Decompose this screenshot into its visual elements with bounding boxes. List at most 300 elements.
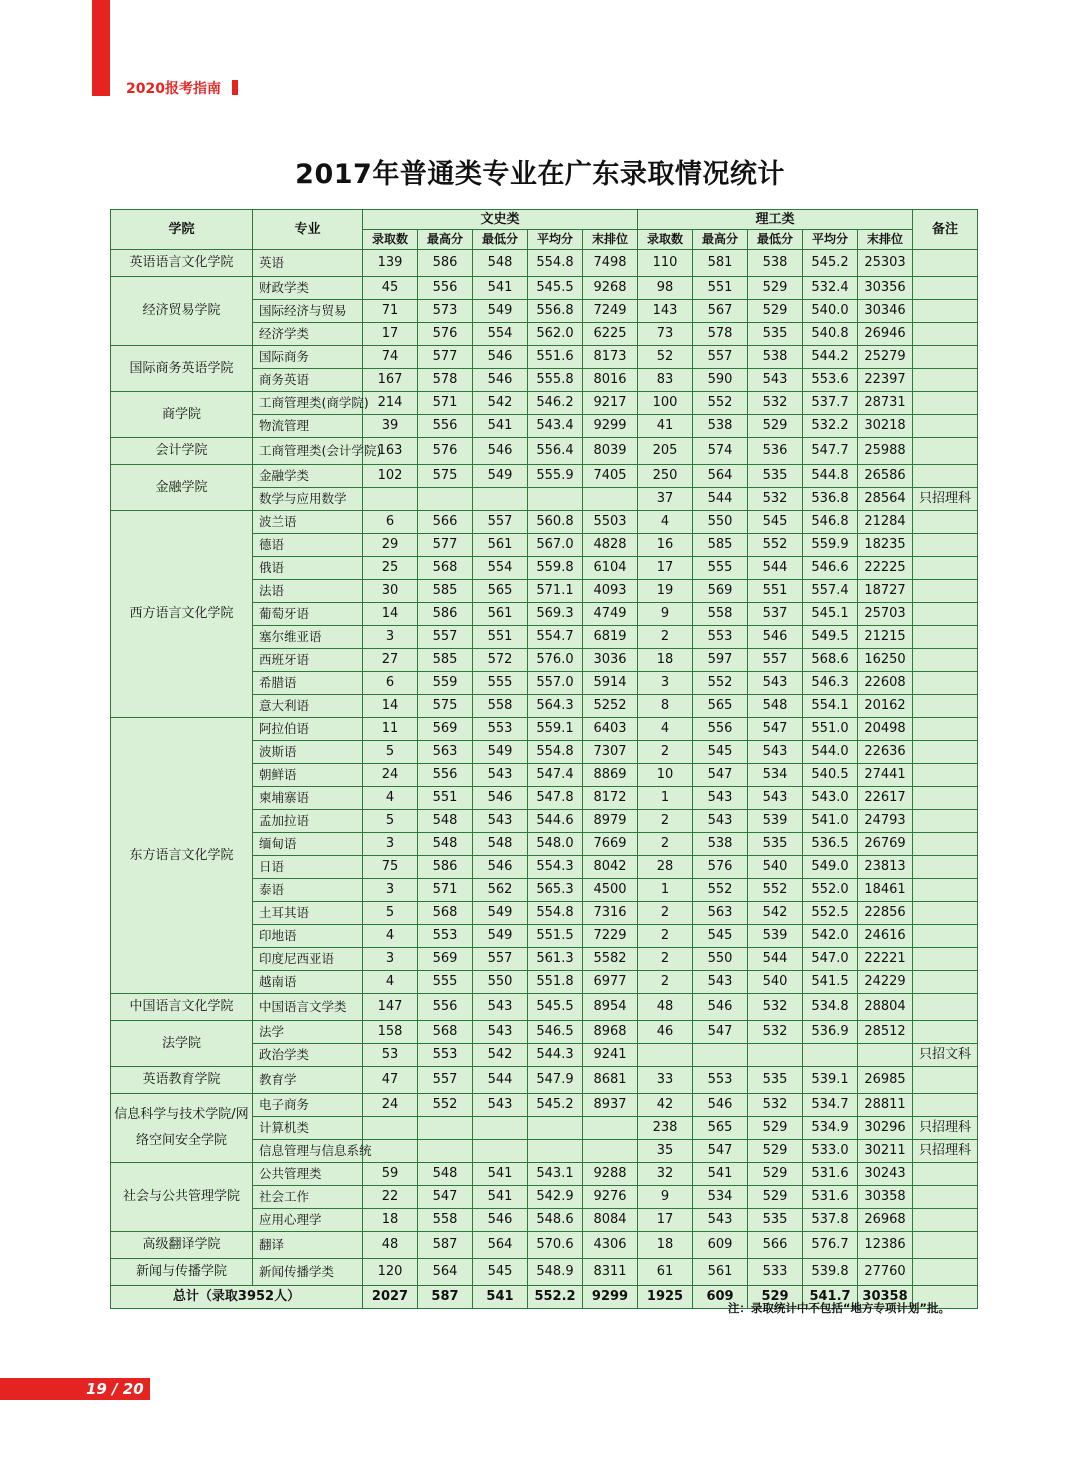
- ligong-cell: 536.8: [803, 488, 858, 511]
- wenshi-cell: 8084: [583, 1209, 638, 1232]
- wenshi-cell: 569.3: [528, 603, 583, 626]
- ligong-cell: 574: [693, 438, 748, 465]
- ligong-cell: 569: [693, 580, 748, 603]
- ligong-cell: 566: [748, 1232, 803, 1259]
- wenshi-cell: 565: [473, 580, 528, 603]
- wenshi-cell: 585: [418, 580, 473, 603]
- ligong-cell: 61: [638, 1259, 693, 1286]
- ligong-cell: 2: [638, 902, 693, 925]
- major-cell: 国际商务: [253, 346, 363, 369]
- ligong-cell: 26946: [858, 323, 913, 346]
- ligong-cell: 535: [748, 465, 803, 488]
- ligong-cell: 541: [693, 1163, 748, 1186]
- ligong-cell: 28804: [858, 994, 913, 1021]
- ligong-cell: 25279: [858, 346, 913, 369]
- table-row: [111, 1232, 978, 1259]
- wenshi-cell: 7405: [583, 465, 638, 488]
- ligong-cell: 19: [638, 580, 693, 603]
- wenshi-cell: 557: [418, 1067, 473, 1094]
- wenshi-cell: 541: [473, 277, 528, 300]
- wenshi-cell: 6225: [583, 323, 638, 346]
- ligong-cell: 552: [693, 672, 748, 695]
- ligong-cell: 23813: [858, 856, 913, 879]
- wenshi-cell: 545: [473, 1259, 528, 1286]
- wenshi-cell: 562: [473, 879, 528, 902]
- ligong-cell: 30218: [858, 415, 913, 438]
- ligong-cell: 28512: [858, 1021, 913, 1044]
- note-cell: [913, 879, 978, 902]
- wenshi-cell: 11: [363, 718, 418, 741]
- ligong-cell: 538: [693, 415, 748, 438]
- ligong-cell: 551: [693, 277, 748, 300]
- wenshi-cell: 546.5: [528, 1021, 583, 1044]
- ligong-cell: 110: [638, 250, 693, 277]
- ligong-cell: 552.0: [803, 879, 858, 902]
- wenshi-cell: 571: [418, 879, 473, 902]
- wenshi-cell: 3: [363, 948, 418, 971]
- wenshi-cell: 586: [418, 250, 473, 277]
- wenshi-cell: 559: [418, 672, 473, 695]
- note-cell: [913, 603, 978, 626]
- note-cell: [913, 580, 978, 603]
- ligong-cell: 35: [638, 1140, 693, 1163]
- college-cell: 高级翻译学院: [111, 1232, 253, 1259]
- wenshi-cell: 556: [418, 764, 473, 787]
- ligong-cell: 20498: [858, 718, 913, 741]
- major-cell: 财政学类: [253, 277, 363, 300]
- ligong-cell: 539.1: [803, 1067, 858, 1094]
- ligong-cell: 535: [748, 833, 803, 856]
- ligong-cell: 547: [748, 718, 803, 741]
- sub-header-cell: 最高分: [693, 230, 748, 250]
- wenshi-cell: 8954: [583, 994, 638, 1021]
- ligong-cell: 540.8: [803, 323, 858, 346]
- wenshi-cell: 59: [363, 1163, 418, 1186]
- ligong-cell: 543: [693, 787, 748, 810]
- wenshi-cell: 547.8: [528, 787, 583, 810]
- ligong-cell: 546: [693, 1094, 748, 1117]
- wenshi-cell: 4: [363, 971, 418, 994]
- table-row: [111, 718, 978, 741]
- note-cell: [913, 415, 978, 438]
- wenshi-cell: 568: [418, 557, 473, 580]
- ligong-cell: 544: [748, 948, 803, 971]
- total-wenshi-cell: 2027: [363, 1286, 418, 1309]
- ligong-cell: 24793: [858, 810, 913, 833]
- ligong-cell: 21215: [858, 626, 913, 649]
- ligong-cell: 2: [638, 833, 693, 856]
- wenshi-cell: 572: [473, 649, 528, 672]
- ligong-cell: 552.5: [803, 902, 858, 925]
- wenshi-cell: 6819: [583, 626, 638, 649]
- ligong-cell: 534: [693, 1186, 748, 1209]
- major-cell: 塞尔维亚语: [253, 626, 363, 649]
- major-cell: 工商管理类(商学院): [253, 392, 363, 415]
- ligong-cell: 545: [748, 511, 803, 534]
- ligong-cell: 539.8: [803, 1259, 858, 1286]
- ligong-cell: 18: [638, 1232, 693, 1259]
- major-cell: 国际经济与贸易: [253, 300, 363, 323]
- college-cell: 东方语言文化学院: [111, 718, 253, 994]
- ligong-cell: 27760: [858, 1259, 913, 1286]
- total-ligong-cell: 541.7: [803, 1286, 858, 1309]
- college-cell: 英语教育学院: [111, 1067, 253, 1094]
- ligong-cell: 541.0: [803, 810, 858, 833]
- admission-table: [110, 209, 978, 1309]
- page-number: 19 / 20: [86, 1380, 144, 1398]
- table-row: [111, 994, 978, 1021]
- note-cell: [913, 1186, 978, 1209]
- ligong-cell: 546: [693, 994, 748, 1021]
- ligong-cell: 26586: [858, 465, 913, 488]
- ligong-cell: 545.1: [803, 603, 858, 626]
- ligong-cell: 250: [638, 465, 693, 488]
- ligong-cell: 12386: [858, 1232, 913, 1259]
- ligong-cell: 534.9: [803, 1117, 858, 1140]
- footnote: 注：录取统计中不包括“地方专项计划”批。: [727, 1301, 950, 1315]
- wenshi-cell: 7316: [583, 902, 638, 925]
- header-wenshi: 文史类: [363, 210, 638, 230]
- ligong-cell: 22221: [858, 948, 913, 971]
- wenshi-cell: 9288: [583, 1163, 638, 1186]
- note-cell: [913, 465, 978, 488]
- wenshi-cell: 551: [418, 787, 473, 810]
- ligong-cell: 546.8: [803, 511, 858, 534]
- note-cell: [913, 1094, 978, 1117]
- ligong-cell: 2: [638, 810, 693, 833]
- ligong-cell: 532.2: [803, 415, 858, 438]
- ligong-cell: 18727: [858, 580, 913, 603]
- note-cell: [913, 1067, 978, 1094]
- ligong-cell: 544.8: [803, 465, 858, 488]
- major-cell: 泰语: [253, 879, 363, 902]
- ligong-cell: 561: [693, 1259, 748, 1286]
- wenshi-cell: 5582: [583, 948, 638, 971]
- table-row: [111, 277, 978, 300]
- total-wenshi-cell: 541: [473, 1286, 528, 1309]
- wenshi-cell: 8937: [583, 1094, 638, 1117]
- wenshi-cell: 575: [418, 465, 473, 488]
- wenshi-cell: [363, 488, 418, 511]
- table-row: [111, 1094, 978, 1117]
- ligong-cell: 534.8: [803, 994, 858, 1021]
- college-cell: 法学院: [111, 1021, 253, 1067]
- ligong-cell: 538: [748, 250, 803, 277]
- ligong-cell: 98: [638, 277, 693, 300]
- note-cell: [913, 672, 978, 695]
- wenshi-cell: 542.9: [528, 1186, 583, 1209]
- ligong-cell: 30346: [858, 300, 913, 323]
- wenshi-cell: 555.9: [528, 465, 583, 488]
- ligong-cell: 143: [638, 300, 693, 323]
- table-row: [111, 346, 978, 369]
- major-cell: 印地语: [253, 925, 363, 948]
- wenshi-cell: 546: [473, 438, 528, 465]
- wenshi-cell: 546: [473, 856, 528, 879]
- note-cell: [913, 1259, 978, 1286]
- ligong-cell: 543: [693, 810, 748, 833]
- ligong-cell: 2: [638, 626, 693, 649]
- major-cell: 商务英语: [253, 369, 363, 392]
- wenshi-cell: 3: [363, 879, 418, 902]
- wenshi-cell: 566: [418, 511, 473, 534]
- major-cell: 法语: [253, 580, 363, 603]
- ligong-cell: 238: [638, 1117, 693, 1140]
- wenshi-cell: 6104: [583, 557, 638, 580]
- ligong-cell: 554.1: [803, 695, 858, 718]
- ligong-cell: [638, 1044, 693, 1067]
- ligong-cell: 553: [693, 1067, 748, 1094]
- ligong-cell: 549.0: [803, 856, 858, 879]
- wenshi-cell: 586: [418, 856, 473, 879]
- wenshi-cell: 4828: [583, 534, 638, 557]
- wenshi-cell: 6977: [583, 971, 638, 994]
- major-cell: 应用心理学: [253, 1209, 363, 1232]
- note-cell: 只招文科: [913, 1044, 978, 1067]
- wenshi-cell: 575: [418, 695, 473, 718]
- wenshi-cell: 561.3: [528, 948, 583, 971]
- wenshi-cell: 541: [473, 415, 528, 438]
- wenshi-cell: 4500: [583, 879, 638, 902]
- ligong-cell: 545.2: [803, 250, 858, 277]
- wenshi-cell: 39: [363, 415, 418, 438]
- wenshi-cell: 551.5: [528, 925, 583, 948]
- wenshi-cell: 569: [418, 718, 473, 741]
- ligong-cell: 548: [748, 695, 803, 718]
- note-cell: 只招理科: [913, 1117, 978, 1140]
- wenshi-cell: 5: [363, 741, 418, 764]
- major-cell: 缅甸语: [253, 833, 363, 856]
- wenshi-cell: 561: [473, 603, 528, 626]
- ligong-cell: 546.3: [803, 672, 858, 695]
- wenshi-cell: 553: [473, 718, 528, 741]
- table-row: [111, 1067, 978, 1094]
- ligong-cell: 542: [748, 902, 803, 925]
- wenshi-cell: 555: [418, 971, 473, 994]
- wenshi-cell: [583, 1117, 638, 1140]
- major-cell: 信息管理与信息系统: [253, 1140, 363, 1163]
- major-cell: 数学与应用数学: [253, 488, 363, 511]
- ligong-cell: 532: [748, 488, 803, 511]
- wenshi-cell: 559.8: [528, 557, 583, 580]
- ligong-cell: 22608: [858, 672, 913, 695]
- note-cell: [913, 534, 978, 557]
- wenshi-cell: 14: [363, 695, 418, 718]
- college-cell: 金融学院: [111, 465, 253, 511]
- total-ligong-cell: 529: [748, 1286, 803, 1309]
- wenshi-cell: 559.1: [528, 718, 583, 741]
- table-row: [111, 465, 978, 488]
- wenshi-cell: 547: [418, 1186, 473, 1209]
- ligong-cell: 26985: [858, 1067, 913, 1094]
- wenshi-cell: 548.6: [528, 1209, 583, 1232]
- ligong-cell: 8: [638, 695, 693, 718]
- wenshi-cell: [528, 488, 583, 511]
- ligong-cell: 534.7: [803, 1094, 858, 1117]
- wenshi-cell: 5: [363, 902, 418, 925]
- total-wenshi-cell: 9299: [583, 1286, 638, 1309]
- ligong-cell: 28731: [858, 392, 913, 415]
- note-cell: [913, 438, 978, 465]
- ligong-cell: 30296: [858, 1117, 913, 1140]
- wenshi-cell: 557.0: [528, 672, 583, 695]
- wenshi-cell: 48: [363, 1232, 418, 1259]
- ligong-cell: 609: [693, 1232, 748, 1259]
- header-ligong: 理工类: [638, 210, 913, 230]
- ligong-cell: 590: [693, 369, 748, 392]
- ligong-cell: 536.5: [803, 833, 858, 856]
- ligong-cell: 543: [748, 369, 803, 392]
- ligong-cell: 534: [748, 764, 803, 787]
- total-label: 总计（录取3952人）: [111, 1286, 363, 1309]
- wenshi-cell: 147: [363, 994, 418, 1021]
- note-cell: [913, 856, 978, 879]
- college-cell: 新闻与传播学院: [111, 1259, 253, 1286]
- ligong-cell: 555: [693, 557, 748, 580]
- ligong-cell: 531.6: [803, 1163, 858, 1186]
- wenshi-cell: 554: [473, 557, 528, 580]
- table-row: [111, 511, 978, 534]
- wenshi-cell: 547.4: [528, 764, 583, 787]
- wenshi-cell: 547.9: [528, 1067, 583, 1094]
- ligong-cell: 20162: [858, 695, 913, 718]
- ligong-cell: 544: [748, 557, 803, 580]
- ligong-cell: 532: [748, 994, 803, 1021]
- wenshi-cell: 543: [473, 810, 528, 833]
- wenshi-cell: 29: [363, 534, 418, 557]
- wenshi-cell: 9276: [583, 1186, 638, 1209]
- wenshi-cell: 560.8: [528, 511, 583, 534]
- major-cell: 波兰语: [253, 511, 363, 534]
- wenshi-cell: 561: [473, 534, 528, 557]
- ligong-cell: 532: [748, 1094, 803, 1117]
- wenshi-cell: 567.0: [528, 534, 583, 557]
- ligong-cell: [693, 1044, 748, 1067]
- ligong-cell: 552: [693, 392, 748, 415]
- ligong-cell: 3: [638, 672, 693, 695]
- major-cell: 印度尼西亚语: [253, 948, 363, 971]
- wenshi-cell: 139: [363, 250, 418, 277]
- ligong-cell: 21284: [858, 511, 913, 534]
- sub-header-cell: 末排位: [583, 230, 638, 250]
- wenshi-cell: 102: [363, 465, 418, 488]
- major-cell: 英语: [253, 250, 363, 277]
- header-mark: [232, 80, 238, 95]
- sub-header-cell: 录取数: [363, 230, 418, 250]
- wenshi-cell: 5503: [583, 511, 638, 534]
- college-cell: 西方语言文化学院: [111, 511, 253, 718]
- ligong-cell: 543.0: [803, 787, 858, 810]
- ligong-cell: 544: [693, 488, 748, 511]
- ligong-cell: 4: [638, 718, 693, 741]
- ligong-cell: 542.0: [803, 925, 858, 948]
- wenshi-cell: 564.3: [528, 695, 583, 718]
- major-cell: 孟加拉语: [253, 810, 363, 833]
- wenshi-cell: 543.1: [528, 1163, 583, 1186]
- ligong-cell: 568.6: [803, 649, 858, 672]
- ligong-cell: 533: [748, 1259, 803, 1286]
- ligong-cell: 529: [748, 300, 803, 323]
- ligong-cell: 544.2: [803, 346, 858, 369]
- ligong-cell: 549.5: [803, 626, 858, 649]
- ligong-cell: 24616: [858, 925, 913, 948]
- ligong-cell: 30211: [858, 1140, 913, 1163]
- major-cell: 西班牙语: [253, 649, 363, 672]
- wenshi-cell: 546: [473, 369, 528, 392]
- note-cell: [913, 557, 978, 580]
- ligong-cell: 18461: [858, 879, 913, 902]
- ligong-cell: 557.4: [803, 580, 858, 603]
- ligong-cell: 22225: [858, 557, 913, 580]
- ligong-cell: 17: [638, 557, 693, 580]
- ligong-cell: 73: [638, 323, 693, 346]
- major-cell: 俄语: [253, 557, 363, 580]
- wenshi-cell: 565.3: [528, 879, 583, 902]
- wenshi-cell: 551.6: [528, 346, 583, 369]
- note-cell: [913, 833, 978, 856]
- wenshi-cell: 557: [473, 948, 528, 971]
- ligong-cell: 550: [693, 511, 748, 534]
- ligong-cell: 531.6: [803, 1186, 858, 1209]
- ligong-cell: 551.0: [803, 718, 858, 741]
- ligong-cell: 563: [693, 902, 748, 925]
- ligong-cell: 532.4: [803, 277, 858, 300]
- wenshi-cell: 576: [418, 323, 473, 346]
- ligong-cell: 32: [638, 1163, 693, 1186]
- wenshi-cell: 554: [473, 323, 528, 346]
- note-cell: [913, 369, 978, 392]
- wenshi-cell: 568: [418, 1021, 473, 1044]
- wenshi-cell: 546: [473, 1209, 528, 1232]
- ligong-cell: 553: [693, 626, 748, 649]
- wenshi-cell: 8979: [583, 810, 638, 833]
- ligong-cell: 529: [748, 1140, 803, 1163]
- ligong-cell: 543: [748, 672, 803, 695]
- note-cell: [913, 323, 978, 346]
- ligong-cell: 547: [693, 1021, 748, 1044]
- ligong-cell: 28564: [858, 488, 913, 511]
- ligong-cell: 576: [693, 856, 748, 879]
- table-row: [111, 1021, 978, 1044]
- ligong-cell: 552: [748, 534, 803, 557]
- wenshi-cell: 571: [418, 392, 473, 415]
- major-cell: 希腊语: [253, 672, 363, 695]
- ligong-cell: 37: [638, 488, 693, 511]
- ligong-cell: 18: [638, 649, 693, 672]
- major-cell: 经济学类: [253, 323, 363, 346]
- wenshi-cell: 554.8: [528, 741, 583, 764]
- table-row: [111, 1259, 978, 1286]
- wenshi-cell: [583, 1140, 638, 1163]
- wenshi-cell: 8016: [583, 369, 638, 392]
- wenshi-cell: 9241: [583, 1044, 638, 1067]
- wenshi-cell: 4306: [583, 1232, 638, 1259]
- wenshi-cell: 571.1: [528, 580, 583, 603]
- wenshi-cell: 555: [473, 672, 528, 695]
- wenshi-cell: 120: [363, 1259, 418, 1286]
- ligong-cell: 25303: [858, 250, 913, 277]
- note-cell: [913, 392, 978, 415]
- sub-header-cell: 平均分: [528, 230, 583, 250]
- wenshi-cell: 25: [363, 557, 418, 580]
- wenshi-cell: 546.2: [528, 392, 583, 415]
- header-major: 专业: [253, 210, 363, 250]
- wenshi-cell: 8173: [583, 346, 638, 369]
- ligong-cell: 42: [638, 1094, 693, 1117]
- ligong-cell: 46: [638, 1021, 693, 1044]
- college-cell: 经济贸易学院: [111, 277, 253, 346]
- wenshi-cell: [418, 488, 473, 511]
